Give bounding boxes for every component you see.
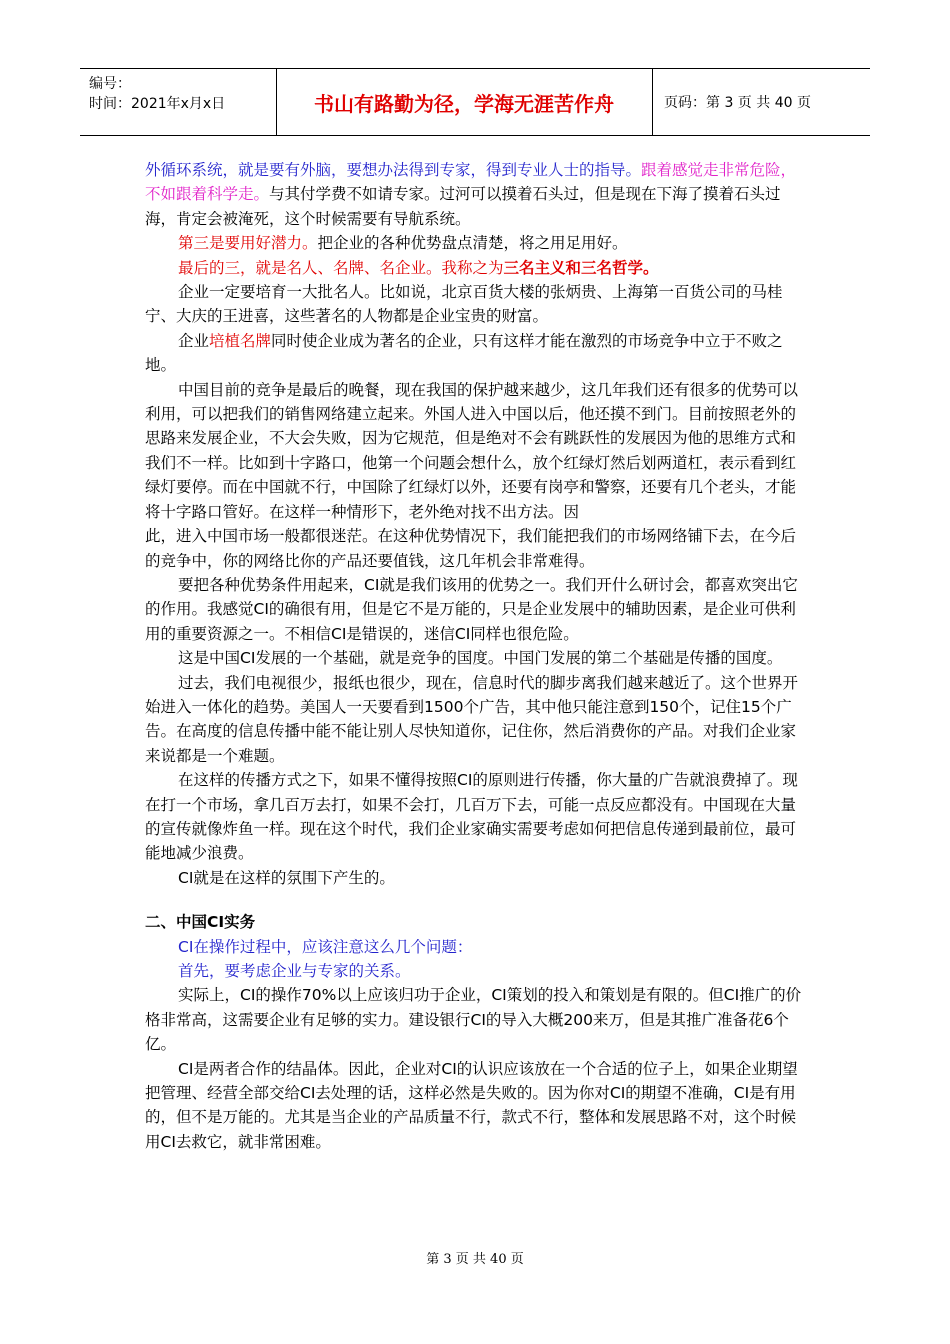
paragraph-2: [145, 231, 810, 255]
paragraph-9: 这是中国CI发展的一个基础，就是竞争的国度。中国门发展的第二个基础是传播的国度。: [178, 649, 783, 668]
paragraph-15: 实际上，CI的操作70%以上应该归功于企业，CI策划的投入和策划是有限的。但CI推广的价格非常高，这需要企业有足够的实力。建设银行CI的导入大概200来万，但是其推广准备花6个亿。: [145, 986, 802, 1054]
header-meta: [89, 74, 225, 114]
header-number: 编号：: [89, 76, 131, 92]
paragraph-12: CI就是在这样的氛围下产生的。: [178, 868, 395, 887]
paragraph-3-bold: 三名主义和三名哲学: [503, 258, 644, 277]
paragraph-5-c: 同时使企业成为著名的企业，只有这样才能在激烈的市场竞争中立于不败之地。: [145, 331, 783, 375]
paragraph-11: 在这样的传播方式之下，如果不懂得按照CI的原则进行传播，你大量的广告就浪费掉了。现在打一个市场，拿几百万去打，如果不会打，几百万下去，可能一点反应都没有。中国现在大量的宣传就像炸鱼一样。现在这个时代，我们企业家确实需要考虑如何把信息传递到最前位，最可能地减少浪费。: [145, 771, 798, 863]
paragraph-7: 此，进入中国市场一般都很迷茫。在这种优势情况下，我们能把我们的市场网络铺下去，在今后的竞争中，你的网络比你的产品还要值钱，这几年机会非常难得。: [145, 527, 797, 570]
header-motto: 书山有路勤为径，学海无涯苦作舟: [314, 91, 614, 116]
paragraph-10: 过去，我们电视很少，报纸也很少，现在，信息时代的脚步离我们越来越近了。这个世界开始进入一体化的趋势。美国人一天要看到1500个广告，其中他只能注意到150个，记住15个广告。在高度的信息传播中能不能让别人尽快知道你，记住你，然后消费你的产品。对我们企业家来说都是一个难题。: [145, 673, 799, 765]
paragraph-8: 要把各种优势条件用起来，CI就是我们该用的优势之一。我们开什么研讨会，都喜欢突出它的作用。我感觉CI的确很有用，但是它不是万能的，只是企业发展中的辅助因素，是企业可供利用的重要资源之一。不相信CI是错误的，迷信CI同样也很危险。: [145, 575, 798, 643]
paragraph-5-a: 企业: [178, 331, 210, 350]
header-page-label: 页码：第 3 页 共 40 页: [664, 95, 811, 111]
section-gap: [145, 890, 810, 910]
section-heading: 二、中国CI实务: [145, 913, 256, 932]
paragraph-5-red: 培植名牌: [209, 331, 272, 350]
paragraph-5: [145, 329, 810, 378]
paragraph-2-rest: 把企业的各种优势盘点清楚，将之用足用好。: [317, 234, 628, 253]
paragraph-1-rest: 与其付学费不如请专家。过河可以摸着石头过，但是现在下海了摸着石头过海，肯定会被淹死，这个时候需要有导航系统。: [145, 185, 781, 228]
paragraph-1: [145, 158, 810, 231]
paragraph-1-blue: 外循环系统，就是要有外脑，要想办法得到专家，得到专业人士的指导。: [145, 161, 642, 179]
paragraph-4: 企业一定要培育一大批名人。比如说，北京百货大楼的张炳贵、上海第一百货公司的马桂宁、大庆的王进喜，这些著名的人物都是企业宝贵的财富。: [145, 283, 783, 326]
paragraph-2-red: 第三是要用好潜力。: [178, 234, 318, 253]
paragraph-1-pink: 跟着感觉走非常危险，不如跟着科学走。: [145, 161, 797, 204]
paragraph-3-red: 最后的三，就是名人、名牌、名企业。我称之为: [178, 258, 504, 277]
header-divider-right: [652, 69, 653, 135]
paragraph-3-end: 。: [643, 258, 659, 277]
paragraph-13: CI在操作过程中，应该注意这么几个问题：: [178, 937, 473, 956]
page-header: [80, 68, 870, 136]
page-footer: 第 3 页 共 40 页: [426, 1252, 524, 1267]
paragraph-14: 首先，要考虑企业与专家的关系。: [178, 962, 411, 980]
paragraph-6: 中国目前的竞争是最后的晚餐，现在我国的保护越来越少，这几年我们还有很多的优势可以利用，可以把我们的销售网络建立起来。外国人进入中国以后，他还摸不到门。目前按照老外的思路来发展企业，不大会失败，因为它规范，但是绝对不会有跳跃性的发展因为他的思维方式和我们不一样。比如到十字路口，他第一个问题会想什么，放个红绿灯然后划两道杠，表示看到红绿灯要停。而在中国就不行，中国除了红绿灯以外，还要有岗亭和警察，还要有几个老头，才能将十字路口管好。在这样一种情形下，老外绝对找不出方法。因: [145, 380, 799, 521]
header-time: 时间：2021年x月x日: [89, 96, 226, 112]
paragraph-16: CI是两者合作的结晶体。因此，企业对CI的认识应该放在一个合适的位子上，如果企业期望把管理、经营全部交给CI去处理的话，这样必然是失败的。因为你对CI的期望不准确，CI是有用的，但不是万能的。尤其是当企业的产品质量不行，款式不行，整体和发展思路不对，这个时候用CI去救它，就非常困难。: [145, 1059, 798, 1151]
paragraph-3: [145, 256, 810, 280]
document-body: [145, 158, 810, 1154]
